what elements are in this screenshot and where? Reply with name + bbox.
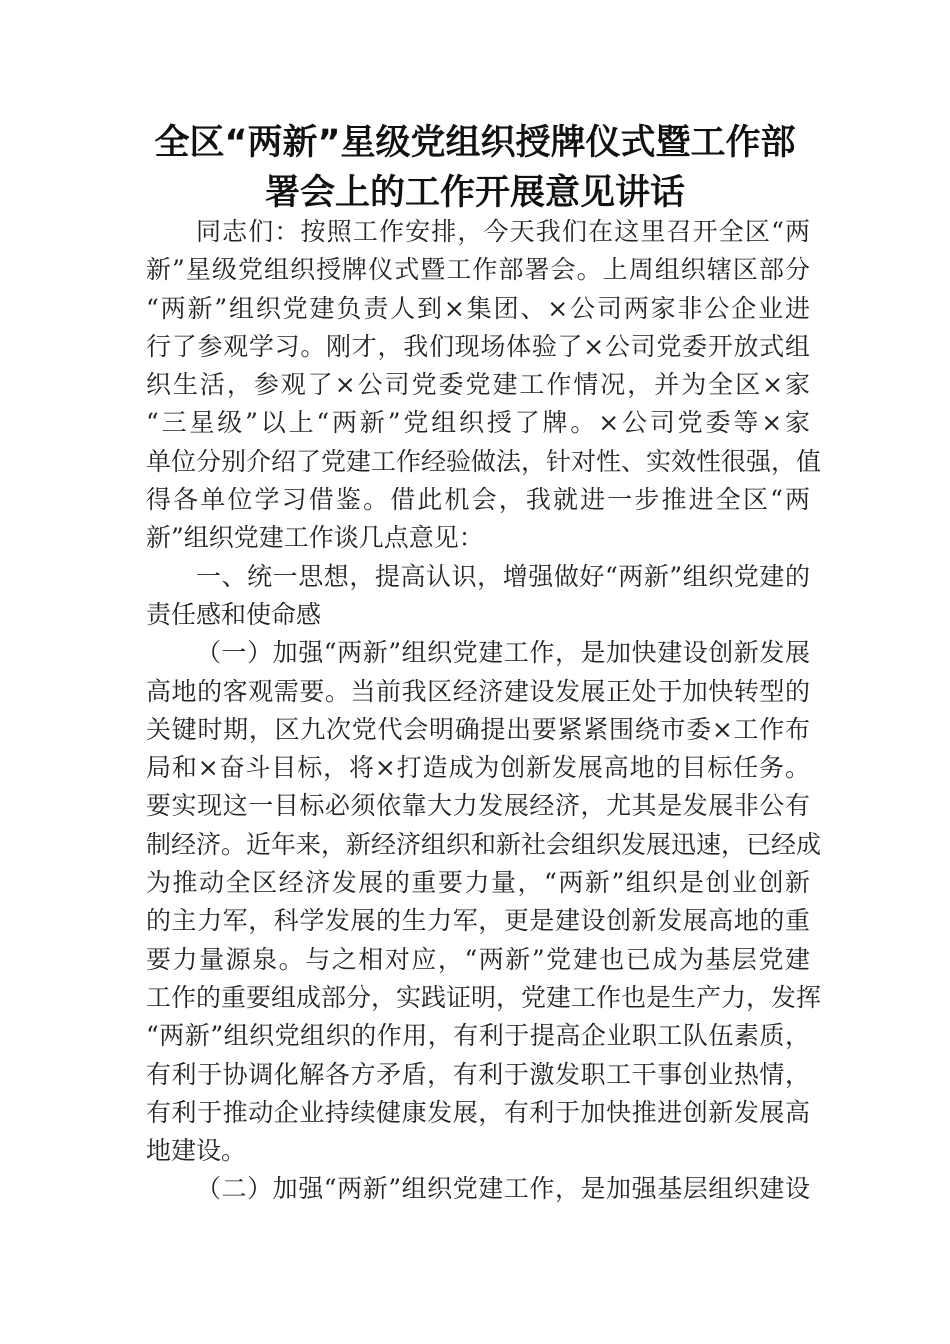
body-text-line: “两新”组织党组织的作用，有利于提高企业职工队伍素质， [146,1021,810,1051]
body-text-line: 要力量源泉。与之相对应，“两新”党建也已成为基层党建 [146,944,810,974]
body-text-line: 有利于推动企业持续健康发展，有利于加快推进创新发展高 [146,1097,810,1127]
body-text-line: 为推动全区经济发展的重要力量，“两新”组织是创业创新 [146,868,810,898]
body-text-line: 工作的重要组成部分，实践证明，党建工作也是生产力，发挥 [146,982,822,1012]
body-text-line: 行了参观学习。刚才，我们现场体验了×公司党委开放式组 [146,331,810,361]
body-text-line: 同志们：按照工作安排，今天我们在这里召开全区“两 [196,217,810,246]
body-text-line: 单位分别介绍了党建工作经验做法，针对性、实效性很强，值 [146,446,822,476]
body-text-line: 地建设。 [146,1136,247,1166]
document-body [146,213,822,1209]
body-text-line: （二）加强“两新”组织党建工作，是加强基层组织建设 [196,1174,810,1204]
body-text-line: 有利于协调化解各方矛盾，有利于激发职工干事创业热情， [146,1059,810,1089]
body-text-line: 高地的客观需要。当前我区经济建设发展正处于加快转型的 [146,676,810,706]
body-text-line: 局和×奋斗目标，将×打造成为创新发展高地的目标任务。 [146,753,810,783]
body-text-line: “两新”组织党建负责人到×集团、×公司两家非公企业进 [146,293,810,323]
body-text-line: 新”组织党建工作谈几点意见： [146,523,484,553]
body-text-line: 得各单位学习借鉴。借此机会，我就进一步推进全区“两 [146,485,810,515]
body-text-line: 制经济。近年来，新经济组织和新社会组织发展迅速，已经成 [146,829,822,859]
body-text-line: 责任感和使命感 [146,599,322,629]
body-text-line: 的主力军，科学发展的生力军，更是建设创新发展高地的重 [146,906,810,936]
title-line-1: 全区“两新”星级党组织授牌仪式暨工作部 [154,123,796,163]
body-text-line: 新”星级党组织授牌仪式暨工作部署会。上周组织辖区部分 [146,255,810,285]
body-text-line: （一）加强“两新”组织党建工作，是加快建设创新发展 [196,638,810,668]
body-text-line: 一、统一思想，提高认识，增强做好“两新”组织党建的 [196,561,810,591]
body-text-line: 关键时期，区九次党代会明确提出要紧紧围绕市委×工作布 [146,714,810,744]
body-text-line: 织生活，参观了×公司党委党建工作情况，并为全区×家 [146,370,810,400]
body-text-line: “三星级”以上“两新”党组织授了牌。×公司党委等×家 [146,408,810,438]
document-title [100,118,850,218]
body-text-line: 要实现这一目标必须依靠大力发展经济，尤其是发展非公有 [146,791,810,821]
title-line-2: 署会上的工作开展意见讲话 [264,173,685,213]
